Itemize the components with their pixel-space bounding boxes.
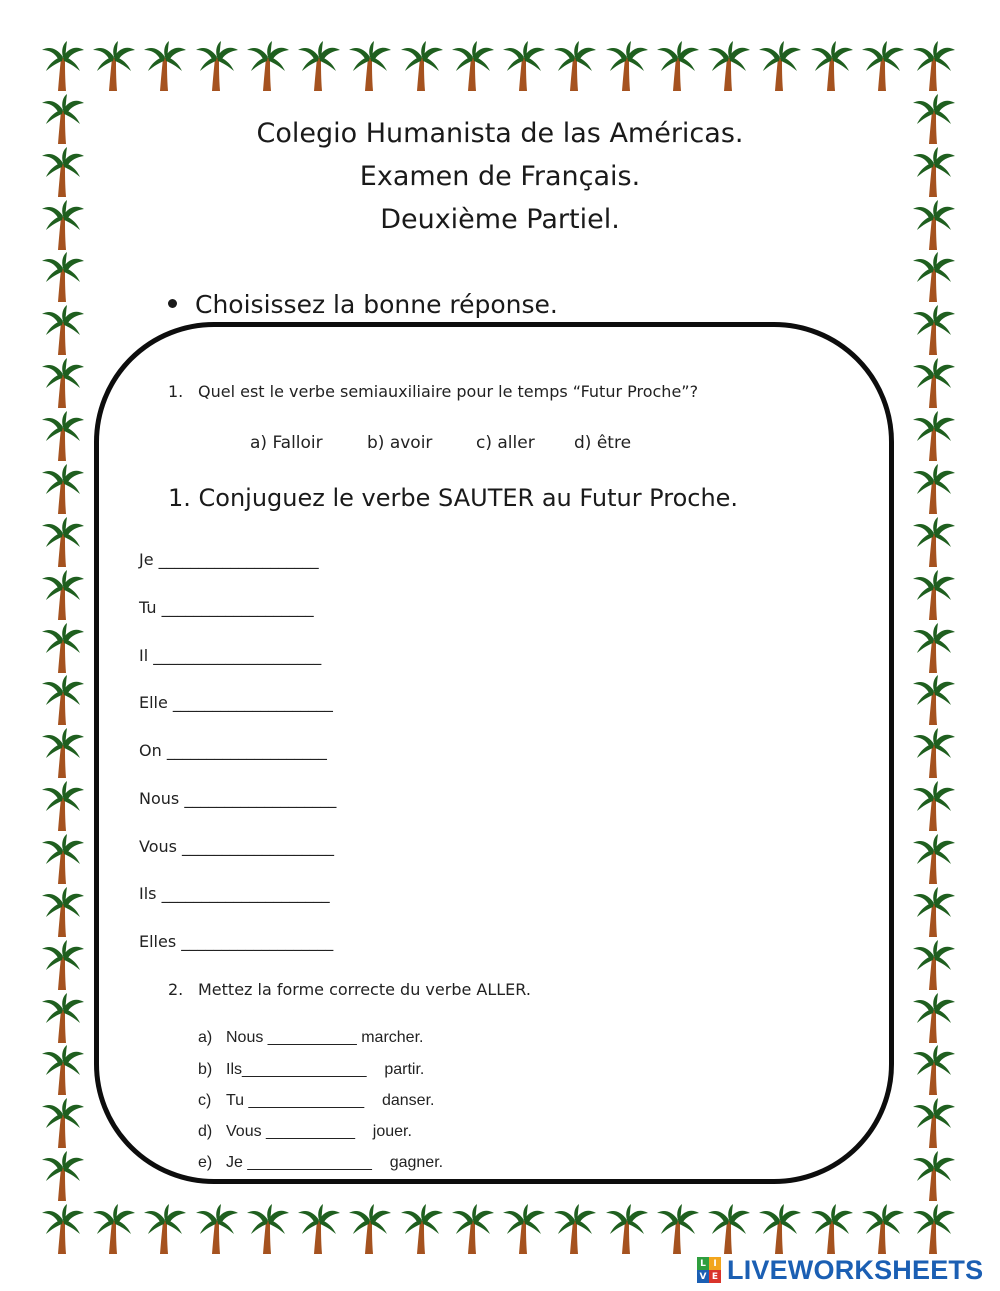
palm-tree-icon: [912, 410, 956, 462]
palm-tree-icon: [912, 939, 956, 991]
exercise-item-d[interactable]: [198, 1123, 412, 1141]
choice-c[interactable]: c) aller: [476, 433, 535, 453]
exercise-label: b): [198, 1061, 213, 1078]
palm-tree-icon: [297, 1203, 341, 1255]
palm-tree-icon: [297, 40, 341, 92]
palm-tree-icon: [912, 1044, 956, 1096]
palm-tree-icon: [553, 40, 597, 92]
exercise-label: e): [198, 1154, 213, 1171]
palm-tree-icon: [41, 569, 85, 621]
logo-mark-letter: E: [709, 1270, 721, 1283]
exercise-label: c): [198, 1092, 212, 1109]
instruction-text: Choisissez la bonne réponse.: [195, 290, 558, 319]
palm-tree-icon: [41, 357, 85, 409]
exercise-text: Je ______________ gagner.: [226, 1154, 444, 1171]
palm-tree-icon: [41, 463, 85, 515]
question-1-text: Quel est le verbe semiauxiliaire pour le temps “Futur Proche”?: [198, 382, 699, 401]
palm-tree-icon: [41, 886, 85, 938]
exercise-item-e[interactable]: [198, 1154, 443, 1172]
palm-tree-icon: [195, 40, 239, 92]
palm-tree-icon: [758, 1203, 802, 1255]
conjugation-row-elle[interactable]: Elle ____________________: [139, 693, 333, 712]
conjugation-title: 1. Conjuguez le verbe SAUTER au Futur Proche.: [168, 484, 739, 512]
palm-tree-icon: [553, 1203, 597, 1255]
palm-tree-icon: [912, 304, 956, 356]
exam-title: Examen de Français.: [359, 161, 641, 192]
palm-tree-icon: [912, 727, 956, 779]
instruction: [168, 290, 558, 319]
school-name: Colegio Humanista de las Américas.: [256, 118, 744, 149]
palm-tree-icon: [92, 1203, 136, 1255]
question-2-number: 2.: [168, 980, 184, 999]
exercise-label: d): [198, 1123, 213, 1140]
palm-tree-icon: [41, 1097, 85, 1149]
palm-tree-icon: [912, 1150, 956, 1202]
palm-tree-icon: [912, 886, 956, 938]
palm-tree-icon: [810, 1203, 854, 1255]
liveworksheets-mark-icon: [697, 1257, 721, 1283]
palm-tree-icon: [912, 463, 956, 515]
palm-tree-icon: [502, 40, 546, 92]
palm-tree-icon: [451, 40, 495, 92]
exercise-text: Ils______________ partir.: [226, 1061, 425, 1078]
palm-tree-icon: [348, 40, 392, 92]
palm-tree-icon: [451, 1203, 495, 1255]
logo-mark-letter: V: [697, 1270, 709, 1283]
palm-tree-icon: [41, 516, 85, 568]
palm-tree-icon: [912, 992, 956, 1044]
palm-tree-icon: [912, 251, 956, 303]
palm-tree-icon: [41, 992, 85, 1044]
logo-text: LIVEWORKSHEETS: [727, 1254, 984, 1285]
palm-tree-icon: [41, 1044, 85, 1096]
palm-tree-icon: [41, 1150, 85, 1202]
palm-tree-icon: [912, 357, 956, 409]
palm-tree-icon: [656, 40, 700, 92]
palm-tree-icon: [912, 833, 956, 885]
palm-tree-icon: [861, 1203, 905, 1255]
exercise-text: Vous __________ jouer.: [226, 1123, 412, 1140]
palm-tree-icon: [912, 1097, 956, 1149]
choice-b[interactable]: b) avoir: [367, 433, 433, 453]
logo-mark-letter: I: [709, 1257, 721, 1270]
palm-tree-icon: [348, 1203, 392, 1255]
palm-tree-icon: [143, 40, 187, 92]
conjugation-row-on[interactable]: On ____________________: [139, 741, 327, 760]
palm-tree-icon: [41, 727, 85, 779]
conjugation-row-je[interactable]: Je ____________________: [139, 550, 319, 569]
palm-tree-icon: [41, 622, 85, 674]
exercise-item-b[interactable]: [198, 1061, 424, 1079]
exam-part: Deuxième Partiel.: [380, 204, 620, 235]
palm-tree-icon: [912, 516, 956, 568]
question-1-number: 1.: [168, 382, 184, 401]
liveworksheets-logo: [697, 1253, 983, 1287]
conjugation-row-il[interactable]: Il _____________________: [139, 646, 322, 665]
conjugation-row-nous[interactable]: Nous ___________________: [139, 789, 337, 808]
question-2-text: Mettez la forme correcte du verbe ALLER.: [198, 980, 531, 999]
worksheet-header: [0, 112, 1000, 241]
palm-tree-icon: [41, 674, 85, 726]
palm-tree-icon: [605, 1203, 649, 1255]
palm-tree-icon: [41, 833, 85, 885]
palm-tree-icon: [41, 40, 85, 92]
question-2: [168, 980, 531, 999]
palm-tree-icon: [912, 40, 956, 92]
conjugation-row-ils[interactable]: Ils _____________________: [139, 884, 330, 903]
palm-tree-icon: [912, 780, 956, 832]
palm-tree-icon: [707, 40, 751, 92]
palm-tree-icon: [912, 1203, 956, 1255]
palm-tree-icon: [41, 939, 85, 991]
palm-tree-icon: [656, 1203, 700, 1255]
exercise-item-c[interactable]: [198, 1092, 434, 1110]
palm-tree-icon: [605, 40, 649, 92]
palm-tree-icon: [41, 1203, 85, 1255]
question-1: [168, 382, 698, 401]
palm-tree-icon: [92, 40, 136, 92]
palm-tree-icon: [912, 622, 956, 674]
exercise-text: Tu _____________ danser.: [226, 1092, 435, 1109]
palm-tree-icon: [707, 1203, 751, 1255]
palm-tree-icon: [143, 1203, 187, 1255]
palm-tree-icon: [41, 780, 85, 832]
conjugation-row-vous[interactable]: Vous ___________________: [139, 837, 335, 856]
choice-d[interactable]: d) être: [574, 433, 632, 453]
palm-tree-icon: [41, 304, 85, 356]
palm-tree-icon: [861, 40, 905, 92]
exercise-label: a): [198, 1029, 213, 1046]
palm-tree-icon: [41, 251, 85, 303]
palm-tree-icon: [246, 40, 290, 92]
bullet-icon: [168, 299, 177, 308]
palm-tree-icon: [758, 40, 802, 92]
palm-tree-icon: [502, 1203, 546, 1255]
palm-tree-icon: [246, 1203, 290, 1255]
exercise-item-a[interactable]: [198, 1029, 423, 1047]
conjugation-row-tu[interactable]: Tu ___________________: [139, 598, 314, 617]
conjugation-row-elles[interactable]: Elles ___________________: [139, 932, 334, 951]
palm-tree-icon: [810, 40, 854, 92]
logo-mark-letter: L: [697, 1257, 709, 1270]
palm-tree-icon: [400, 1203, 444, 1255]
choice-a[interactable]: a) Falloir: [250, 433, 323, 453]
palm-tree-icon: [41, 410, 85, 462]
palm-tree-icon: [912, 569, 956, 621]
palm-tree-icon: [195, 1203, 239, 1255]
exercise-text: Nous __________ marcher.: [226, 1029, 424, 1046]
palm-tree-icon: [400, 40, 444, 92]
palm-tree-icon: [912, 674, 956, 726]
